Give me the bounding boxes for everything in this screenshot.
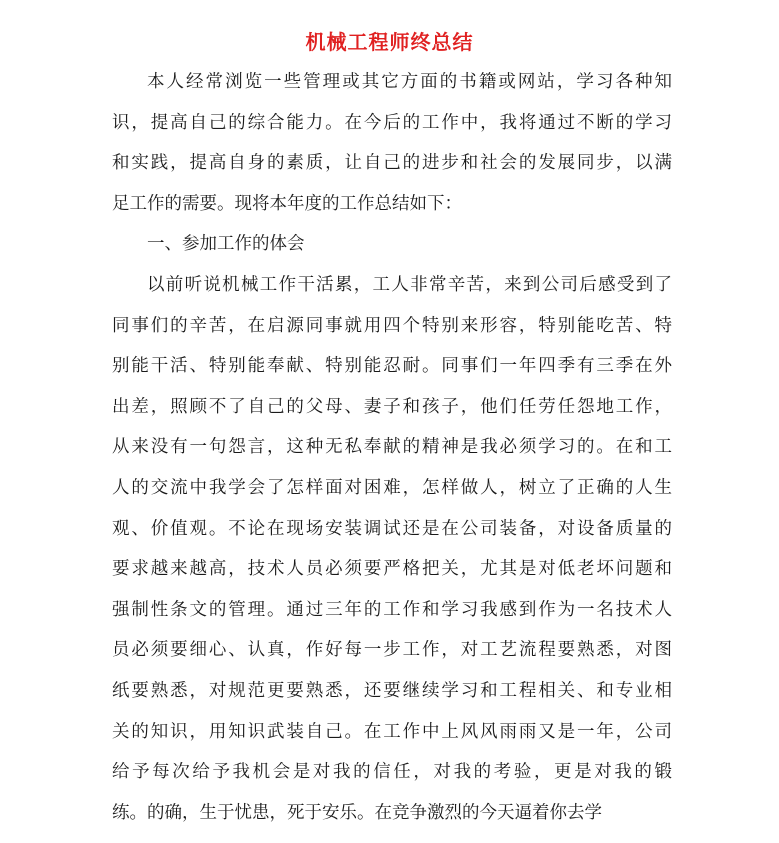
text-line: 以前听说机械工作干活累，工人非常辛苦，来到公司后感受到了 — [147, 274, 672, 295]
text-line: 观、价值观。不论在现场安装调试还是在公司装备，对设备质量的 — [112, 518, 672, 539]
text-line: 和实践，提高自身的素质，让自己的进步和社会的发展同步，以满 — [112, 153, 672, 174]
document-title: 机械工程师终总结 — [305, 30, 474, 54]
document-body — [112, 62, 672, 833]
text-line: 给予每次给予我机会是对我的信任，对我的考验，更是对我的锻 — [112, 762, 672, 783]
text-line: 关的知识，用知识武装自己。在工作中上风风雨雨又是一年，公司 — [112, 721, 672, 742]
text-line: 一、参加工作的体会 — [147, 234, 305, 255]
text-line: 强制性条文的管理。通过三年的工作和学习我感到作为一名技术人 — [112, 599, 672, 620]
text-line: 同事们的辛苦，在启源同事就用四个特别来形容，特别能吃苦、特 — [112, 315, 672, 336]
text-line: 别能干活、特别能奉献、特别能忍耐。同事们一年四季有三季在外 — [112, 356, 672, 377]
text-line: 出差，照顾不了自己的父母、妻子和孩子，他们任劳任怨地工作， — [112, 396, 672, 417]
text-line: 识，提高自己的综合能力。在今后的工作中，我将通过不断的学习 — [112, 112, 672, 133]
text-line: 纸要熟悉，对规范更要熟悉，还要继续学习和工程相关、和专业相 — [112, 680, 672, 701]
text-line: 足工作的需要。现将本年度的工作总结如下： — [112, 193, 462, 214]
text-line: 从来没有一句怨言，这种无私奉献的精神是我必须学习的。在和工 — [112, 437, 672, 458]
text-line: 员必须要细心、认真，作好每一步工作，对工艺流程要熟悉，对图 — [112, 640, 672, 661]
text-line: 本人经常浏览一些管理或其它方面的书籍或网站，学习各种知 — [147, 72, 672, 92]
text-line: 要求越来越高，技术人员必须要严格把关，尤其是对低老坏问题和 — [112, 559, 672, 580]
text-line: 练。的确，生于忧患，死于安乐。在竞争激烈的今天逼着你去学 — [112, 802, 602, 823]
text-line: 人的交流中我学会了怎样面对困难，怎样做人，树立了正确的人生 — [112, 477, 672, 498]
